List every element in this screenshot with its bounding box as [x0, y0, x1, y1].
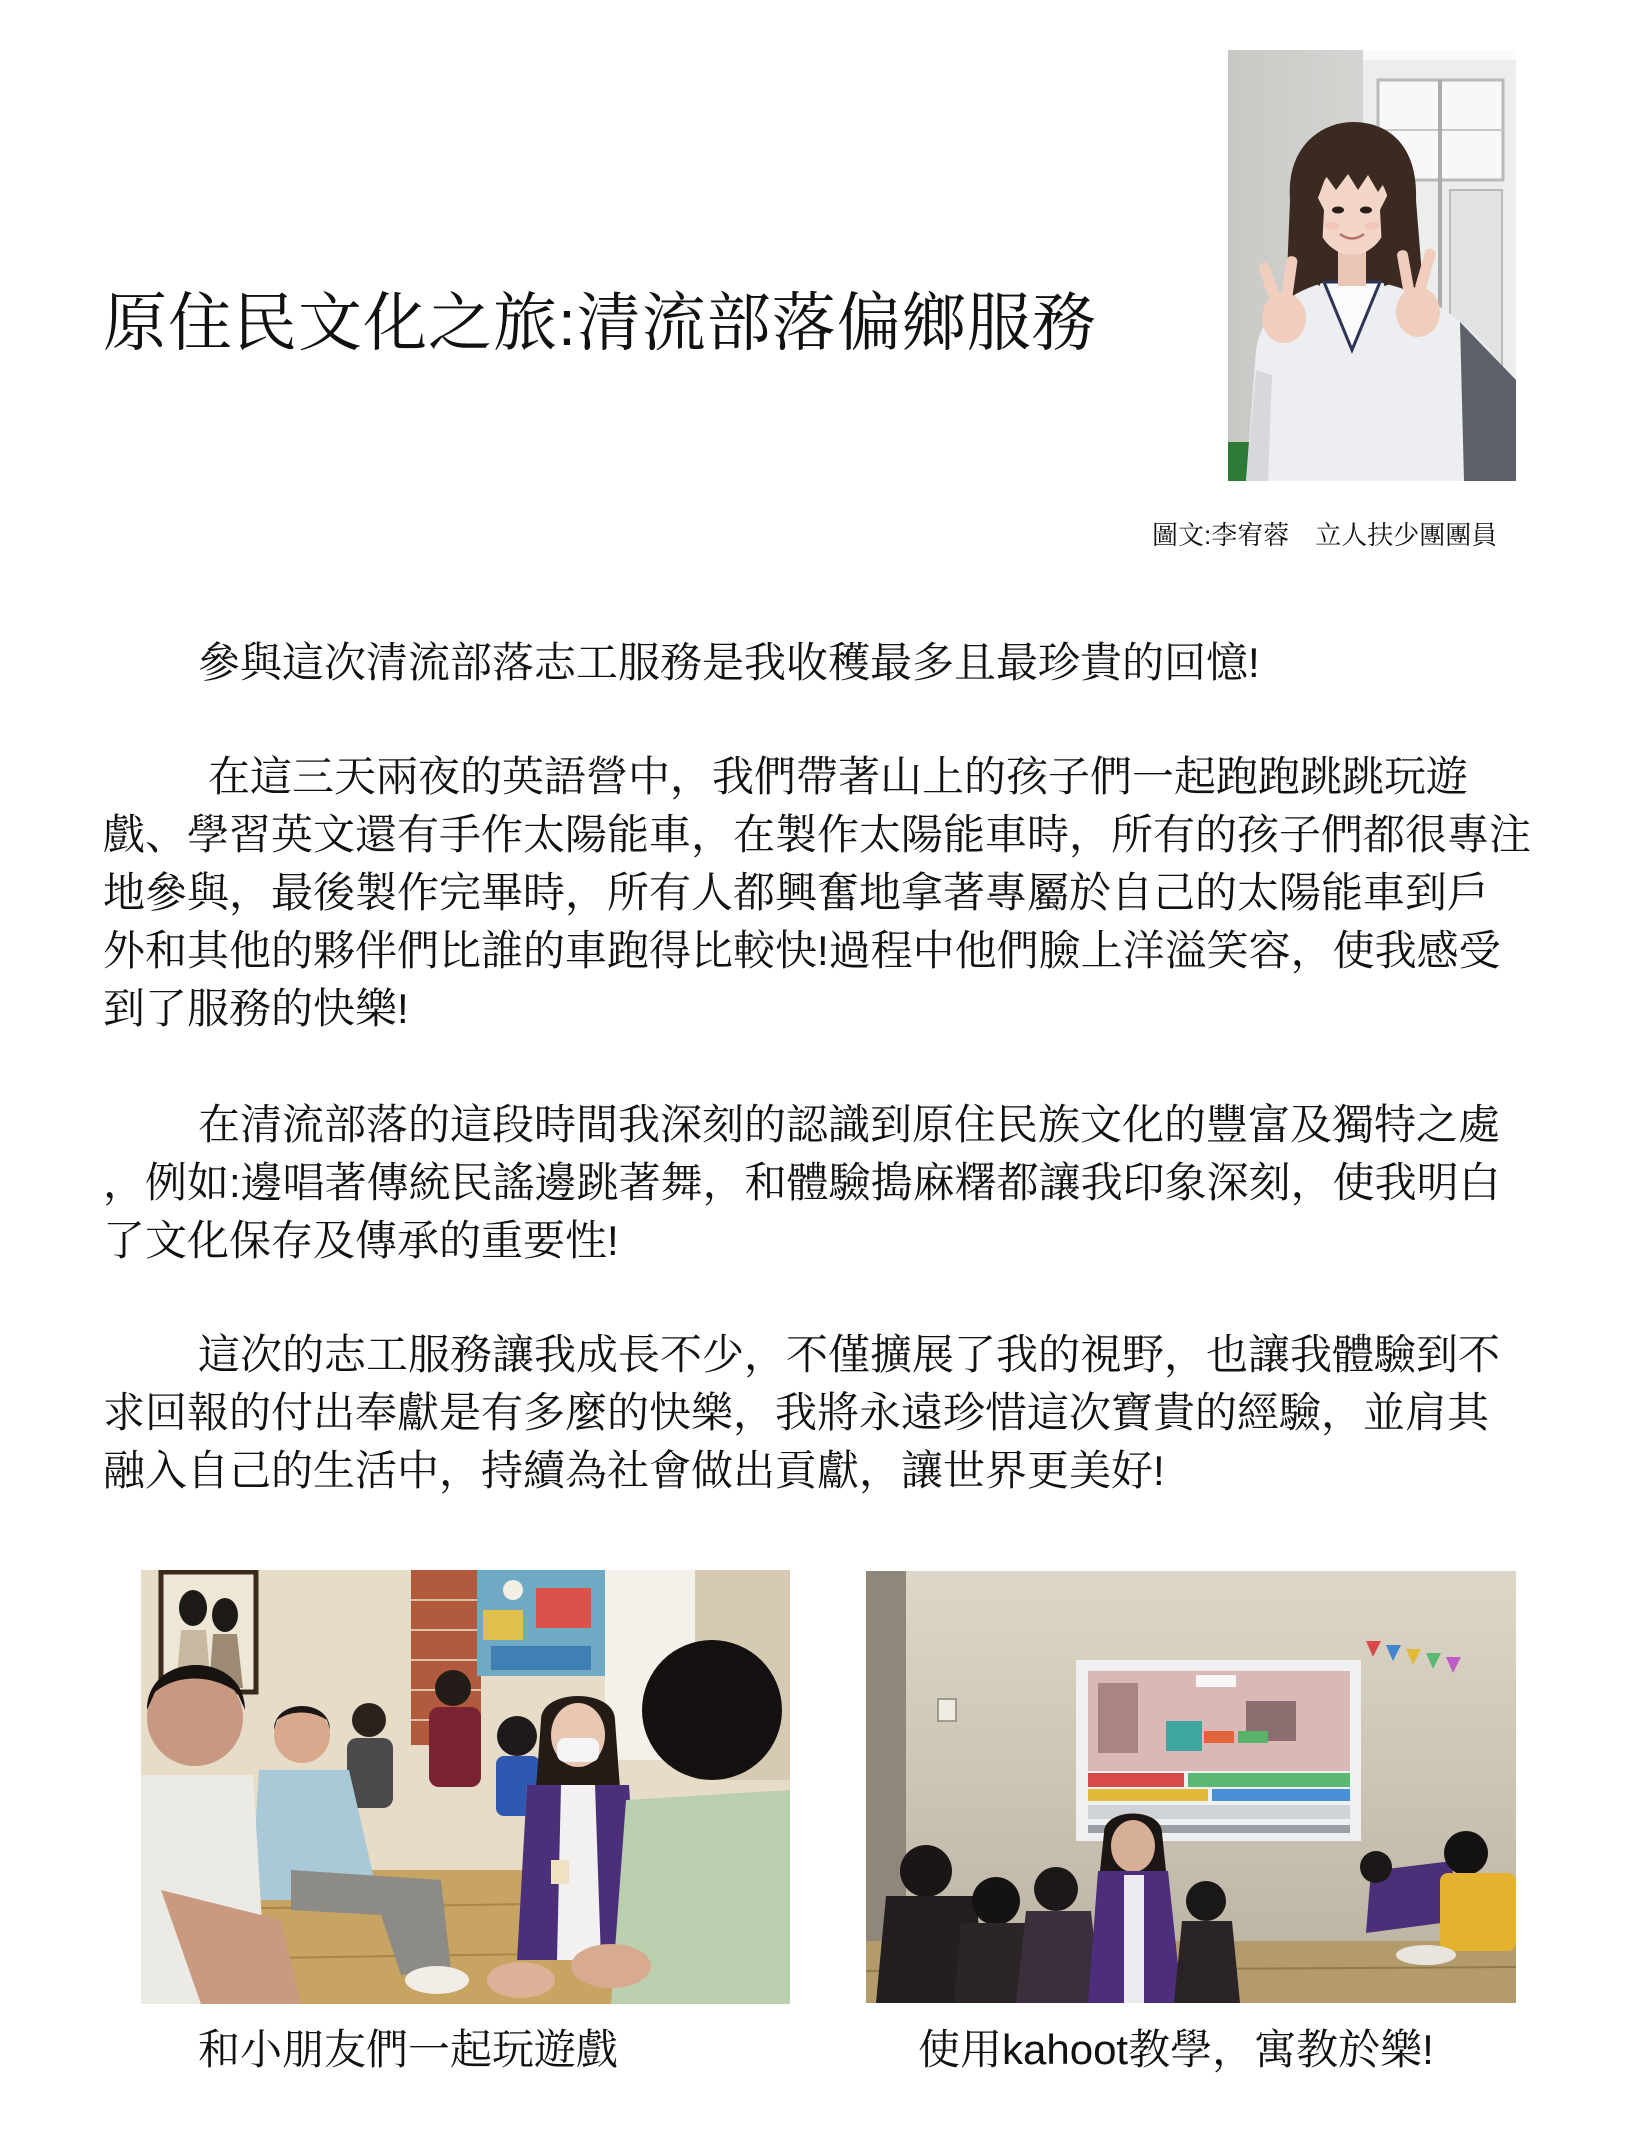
paragraph-culture [103, 1096, 1623, 1270]
paragraph-line: 在清流部落的這段時間我深刻的認識到原住民族文化的豐富及獨特之處 [198, 1101, 1501, 1148]
photo-caption-kahoot: 使用kahoot教學，寓教於樂! [918, 2026, 1434, 2073]
paragraph-line: 到了服務的快樂! [103, 985, 409, 1032]
paragraph-line: 外和其他的夥伴們比誰的車跑得比較快!過程中他們臉上洋溢笑容，使我感受 [103, 927, 1501, 974]
paragraph-line: 戲、學習英文還有手作太陽能車，在製作太陽能車時，所有的孩子們都很專注 [103, 811, 1532, 858]
painting [477, 1570, 605, 1676]
paragraph-line: 地參與，最後製作完畢時，所有人都興奮地拿著專屬於自己的太陽能車到戶 [103, 869, 1490, 916]
paragraph-line: 在這三天兩夜的英語營中，我們帶著山上的孩子們一起跑跑跳跳玩遊 [208, 753, 1469, 800]
paragraph-intro [103, 634, 1623, 692]
games-with-children-photo [141, 1570, 790, 2004]
paragraph-line: ，例如:邊唱著傳統民謠邊跳著舞，和體驗搗麻糬都讓我印象深刻，使我明白 [103, 1159, 1501, 1206]
author-byline: 圖文:李宥蓉 立人扶少團團員 [1152, 520, 1498, 550]
projector-screen [1076, 1660, 1361, 1841]
paragraph-line: 了文化保存及傳承的重要性! [103, 1217, 619, 1264]
photo-caption-games: 和小朋友們一起玩遊戲 [198, 2026, 619, 2073]
paragraph-line: 融入自己的生活中，持續為社會做出貢獻，讓世界更美好! [103, 1447, 1165, 1494]
paragraph-line: 這次的志工服務讓我成長不少，不僅擴展了我的視野，也讓我體驗到不 [198, 1331, 1501, 1378]
paragraph-line: 求回報的付出奉獻是有多麼的快樂，我將永遠珍惜這次寶貴的經驗，並肩其 [103, 1389, 1490, 1436]
kahoot-teaching-photo [866, 1571, 1516, 2003]
paragraph-conclusion [103, 1326, 1623, 1500]
paragraph-line: 參與這次清流部落志工服務是我收穫最多且最珍貴的回憶! [198, 639, 1260, 686]
page-title: 原住民文化之旅:清流部落偏鄉服務 [103, 287, 1097, 359]
author-portrait-photo [1228, 50, 1516, 481]
paragraph-english-camp [103, 748, 1623, 1038]
